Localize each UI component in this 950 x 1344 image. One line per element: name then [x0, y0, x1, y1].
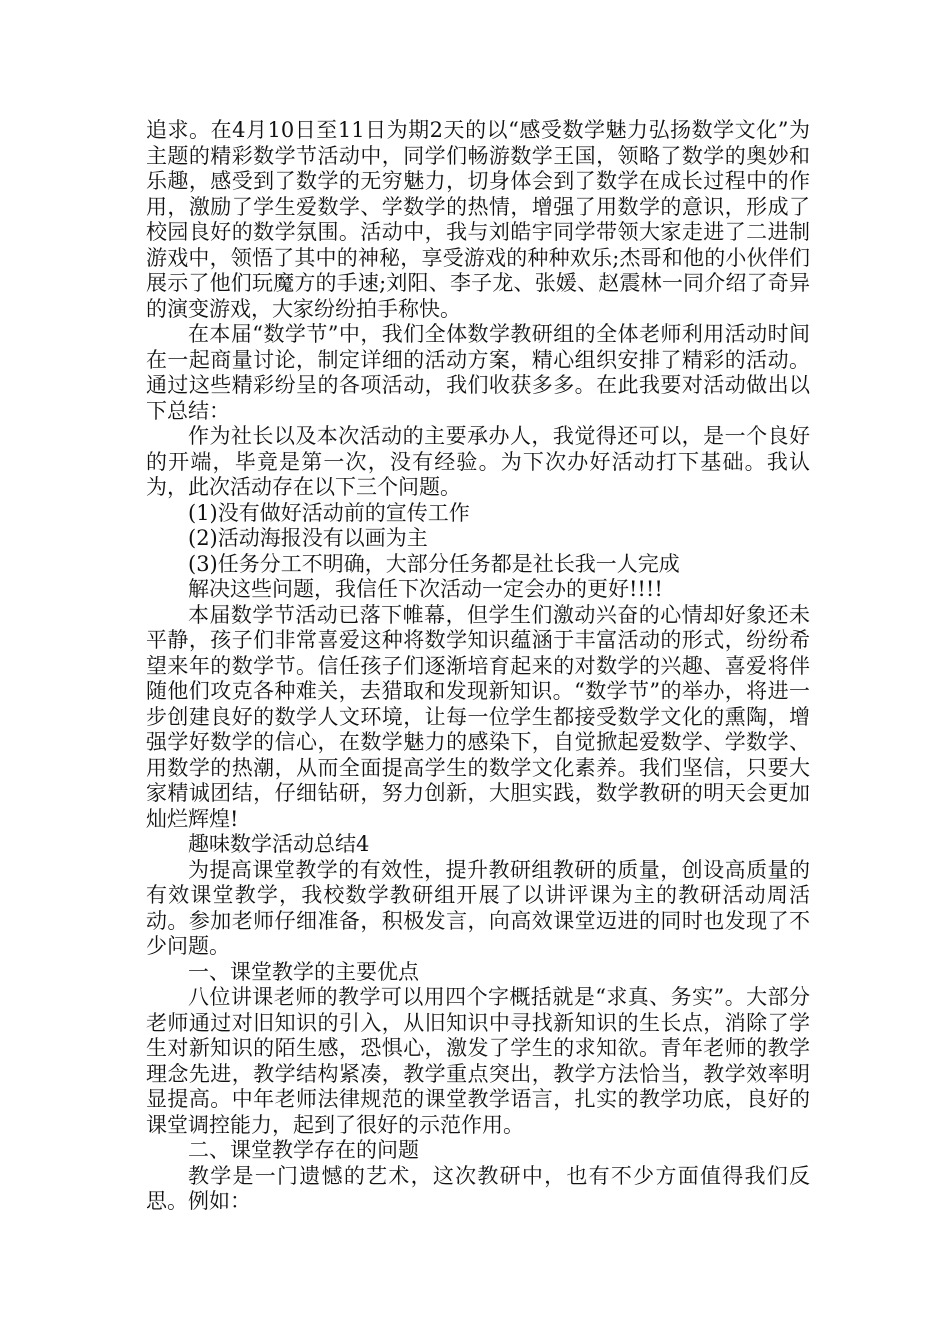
paragraph: 教学是一门遗憾的艺术，这次教研中，也有不少方面值得我们反思。例如：	[146, 1163, 810, 1213]
paragraph: 追求。在4月10日至11日为期2天的以“感受数学魅力弘扬数学文化”为主题的精彩数学节活动中，同学们畅游数学王国，领略了数学的奥妙和乐趣，感受到了数学的无穷魅力，切身体会到了数学在成长过程中的作用，激励了学生爱数学、学数学的热情，增强了用数学的意识，形成了校园良好的数学氛围。活动中，我与刘皓宇同学带领大家走进了二进制游戏中，领悟了其中的神秘，享受游戏的种种欢乐;杰哥和他的小伙伴们展示了他们玩魔方的手速;刘阳、李子龙、张媛、赵震林一同介绍了奇异的演变游戏，大家纷纷拍手称快。	[146, 118, 810, 321]
paragraph: 解决这些问题，我信任下次活动一定会办的更好!!!!	[188, 577, 663, 601]
paragraph: 为提高课堂教学的有效性，提升教研组教研的质量，创设高质量的有效课堂教学，我校数学教研组开展了以讲评课为主的教研活动周活动。参加老师仔细准备，积极发言，向高效课堂迈进的同时也发现了不少问题。	[146, 857, 810, 958]
paragraph: 作为社长以及本次活动的主要承办人，我觉得还可以，是一个良好的开端，毕竟是第一次，没有经验。为下次办好活动打下基础。我认为，此次活动存在以下三个问题。	[146, 424, 810, 499]
paragraph: 八位讲课老师的教学可以用四个字概括就是“求真、务实”。大部分老师通过对旧知识的引入，从旧知识中寻找新知识的生长点，消除了学生对新知识的陌生感，恐惧心，激发了学生的求知欲。青年老师的教学理念先进，教学结构紧凑，教学重点突出，教学方法恰当，教学效率明显提高。中年老师法律规范的课堂教学语言，扎实的教学功底，良好的课堂调控能力，起到了很好的示范作用。	[146, 985, 810, 1137]
section-title: 趣味数学活动总结4	[188, 832, 370, 856]
section-heading: 一、课堂教学的主要优点	[188, 959, 419, 984]
list-item: (2)活动海报没有以画为主	[188, 526, 428, 550]
paragraph: 在本届“数学节”中，我们全体数学教研组的全体老师利用活动时间在一起商量讨论，制定详细的活动方案，精心组织安排了精彩的活动。通过这些精彩纷呈的各项活动，我们收获多多。在此我要对活动做出以下总结：	[146, 322, 810, 423]
list-item: (3)任务分工不明确，大部分任务都是社长我一人完成	[188, 551, 680, 576]
document-page	[146, 118, 810, 1215]
paragraph: 本届数学节活动已落下帷幕，但学生们激动兴奋的心情却好象还未平静，孩子们非常喜爱这种将数学知识蕴涵于丰富活动的形式，纷纷希望来年的数学节。信任孩子们逐渐培育起来的对数学的兴趣、喜爱将伴随他们攻克各种难关，去猎取和发现新知识。“数学节”的举办，将进一步创建良好的数学人文环境，让每一位学生都接受数学文化的熏陶，增强学好数学的信心，在数学魅力的感染下，自觉掀起爱数学、学数学、用数学的热潮，从而全面提高学生的数学文化素养。我们坚信，只要大家精诚团结，仔细钻研，努力创新，大胆实践，数学教研的明天会更加灿烂辉煌!	[146, 602, 810, 831]
list-item: (1)没有做好活动前的宣传工作	[188, 500, 470, 525]
section-heading: 二、课堂教学存在的问题	[188, 1138, 419, 1162]
